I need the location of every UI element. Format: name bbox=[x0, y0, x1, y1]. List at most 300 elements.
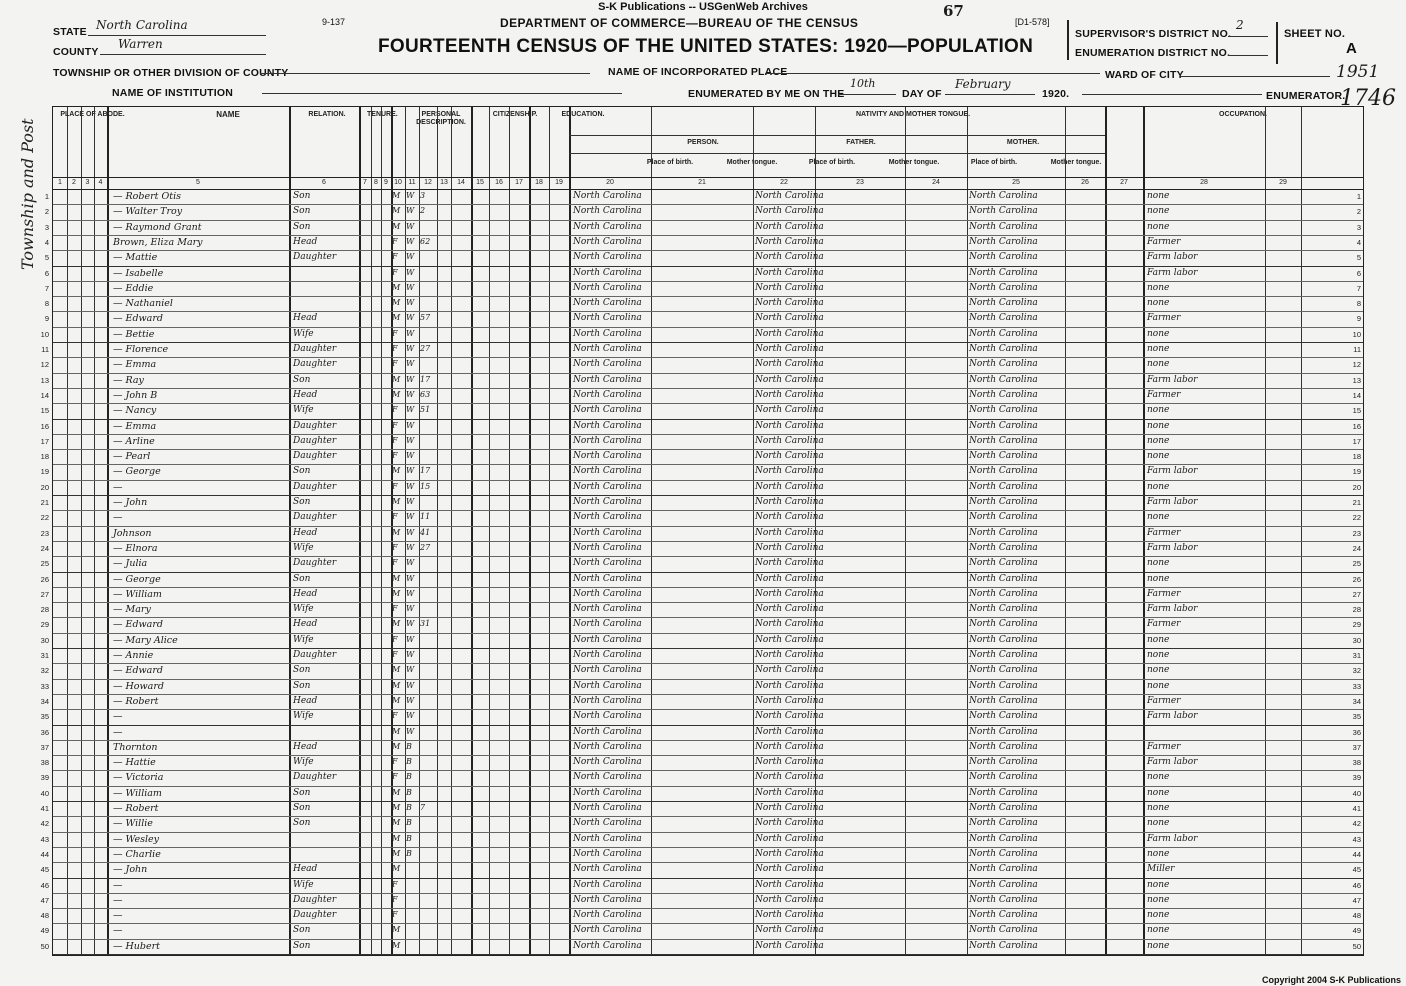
sex-cell: F bbox=[392, 451, 398, 461]
row-number-left: 44 bbox=[40, 849, 49, 859]
person-birthplace: North Carolina bbox=[573, 588, 642, 599]
tenure-header: TENURE. bbox=[367, 111, 398, 118]
row-number-right: 46 bbox=[1352, 880, 1361, 890]
father-birthplace: North Carolina bbox=[755, 925, 824, 936]
occupation-cell: Farm labor bbox=[1147, 497, 1198, 507]
sex-cell: M bbox=[392, 680, 401, 690]
person-name: — John bbox=[113, 497, 148, 508]
column-number: 3 bbox=[85, 179, 90, 186]
person-birthplace: North Carolina bbox=[573, 236, 642, 247]
father-birthplace: North Carolina bbox=[755, 389, 824, 400]
table-row bbox=[40, 373, 1363, 388]
person-name: — William bbox=[113, 588, 162, 600]
race-cell: W bbox=[406, 466, 415, 476]
nativity-subheader-rule bbox=[569, 153, 1105, 154]
person-birthplace: North Carolina bbox=[573, 512, 642, 523]
row-number-left: 21 bbox=[40, 498, 49, 507]
supervisor-line bbox=[1228, 22, 1268, 37]
sex-cell: M bbox=[392, 925, 401, 935]
relation-cell: Daughter bbox=[293, 512, 337, 523]
table-row bbox=[40, 587, 1363, 602]
row-number-right: 17 bbox=[1352, 436, 1361, 446]
sex-cell: M bbox=[392, 726, 401, 736]
person-birthplace: North Carolina bbox=[573, 848, 642, 859]
sex-cell: M bbox=[392, 940, 401, 950]
occupation-cell: none bbox=[1147, 298, 1170, 309]
mother-birthplace: North Carolina bbox=[969, 910, 1038, 921]
relation-cell: Head bbox=[293, 695, 318, 706]
person-birthplace: North Carolina bbox=[573, 910, 642, 921]
race-cell: W bbox=[406, 481, 415, 491]
mother-birthplace: North Carolina bbox=[969, 405, 1038, 416]
sex-cell: M bbox=[392, 206, 401, 216]
age-cell: 3 bbox=[420, 191, 426, 200]
table-row bbox=[44, 296, 1363, 311]
column-number: 10 bbox=[394, 179, 402, 186]
column-number: 20 bbox=[606, 179, 614, 186]
row-number-right: 19 bbox=[1352, 467, 1361, 477]
person-birthplace: North Carolina bbox=[573, 252, 642, 263]
mother-birthplace: North Carolina bbox=[969, 818, 1038, 829]
person-name: — Robert bbox=[113, 695, 159, 707]
occupation-cell: none bbox=[1147, 481, 1170, 492]
row-number-right: 20 bbox=[1352, 482, 1361, 492]
age-cell: 63 bbox=[420, 389, 431, 399]
row-number-right: 48 bbox=[1352, 911, 1361, 921]
relation-cell: Daughter bbox=[293, 558, 337, 569]
person-name: — Mattie bbox=[113, 252, 158, 264]
sex-cell: F bbox=[392, 512, 398, 522]
table-row bbox=[40, 755, 1363, 770]
sex-cell: F bbox=[392, 634, 398, 644]
mother-birthplace: North Carolina bbox=[969, 481, 1038, 492]
row-number-left: 6 bbox=[44, 268, 49, 278]
relation-cell: Son bbox=[293, 665, 311, 676]
year-label: 1920. bbox=[1042, 88, 1070, 100]
occupation-cell: none bbox=[1147, 848, 1170, 859]
margin-number-1: 1951 bbox=[1336, 62, 1380, 82]
relation-cell: Son bbox=[293, 497, 311, 507]
mother-birthplace: North Carolina bbox=[969, 741, 1038, 752]
mother-birthplace: North Carolina bbox=[969, 389, 1038, 400]
sex-cell: M bbox=[392, 787, 401, 797]
relation-cell: Daughter bbox=[293, 894, 337, 905]
row-number-left: 4 bbox=[44, 237, 49, 247]
row-number-left: 15 bbox=[40, 406, 49, 416]
race-cell: W bbox=[406, 405, 415, 415]
person-name: Brown, Eliza Mary bbox=[113, 236, 203, 248]
father-birthplace: North Carolina bbox=[755, 236, 824, 247]
mother-birthplace: North Carolina bbox=[969, 787, 1038, 798]
race-cell: W bbox=[406, 328, 415, 338]
person-birthplace-header: Place of birth. bbox=[646, 159, 694, 166]
race-cell: W bbox=[406, 451, 415, 461]
table-row bbox=[40, 357, 1363, 372]
table-row bbox=[44, 281, 1363, 296]
person-birthplace: North Carolina bbox=[573, 604, 642, 615]
person-birthplace: North Carolina bbox=[573, 711, 642, 722]
occupation-cell: none bbox=[1147, 558, 1170, 569]
occupation-cell: Miller bbox=[1147, 864, 1175, 875]
mother-header: MOTHER. bbox=[1006, 139, 1040, 146]
relation-cell: Son bbox=[293, 680, 311, 691]
father-birthplace: North Carolina bbox=[755, 344, 824, 354]
sex-cell: F bbox=[392, 542, 398, 552]
age-cell: 2 bbox=[420, 206, 426, 216]
person-name: — Florence bbox=[113, 344, 169, 355]
sex-cell: M bbox=[392, 497, 401, 506]
occupation-cell: none bbox=[1147, 221, 1170, 232]
table-row bbox=[40, 648, 1363, 663]
row-number-left: 46 bbox=[40, 880, 49, 890]
occupation-cell: Farm labor bbox=[1147, 757, 1198, 768]
person-name: — Wesley bbox=[113, 833, 160, 845]
occupation-cell: none bbox=[1147, 925, 1170, 936]
occupation-cell: none bbox=[1147, 573, 1170, 584]
person-birthplace: North Carolina bbox=[573, 221, 642, 232]
occupation-cell: none bbox=[1147, 634, 1170, 645]
row-number-left: 1 bbox=[44, 192, 49, 201]
father-birthplace: North Carolina bbox=[755, 252, 824, 263]
sex-cell: F bbox=[392, 604, 398, 614]
father-birthplace: North Carolina bbox=[755, 282, 824, 293]
father-birthplace: North Carolina bbox=[755, 634, 824, 645]
sex-cell: F bbox=[392, 236, 398, 246]
sex-cell: M bbox=[392, 741, 401, 751]
mother-birthplace: North Carolina bbox=[969, 588, 1038, 599]
table-row bbox=[40, 388, 1363, 403]
occupation-cell: none bbox=[1147, 818, 1170, 829]
county-value: Warren bbox=[118, 37, 163, 51]
mother-birthplace: North Carolina bbox=[969, 497, 1038, 507]
column-number: 21 bbox=[698, 179, 706, 186]
person-birthplace: North Carolina bbox=[573, 894, 642, 905]
mother-birthplace: North Carolina bbox=[969, 894, 1038, 905]
occupation-cell: none bbox=[1147, 680, 1170, 691]
person-name: — George bbox=[113, 573, 161, 585]
race-cell: W bbox=[406, 191, 415, 200]
row-number-right: 15 bbox=[1352, 406, 1361, 416]
mother-birthplace: North Carolina bbox=[969, 604, 1038, 615]
mother-tongue-header: Mother tongue. bbox=[1050, 159, 1102, 166]
table-row bbox=[40, 786, 1363, 801]
father-birthplace: North Carolina bbox=[755, 497, 824, 507]
row-number-right: 24 bbox=[1352, 543, 1361, 553]
mother-birthplace: North Carolina bbox=[969, 206, 1038, 217]
father-birthplace: North Carolina bbox=[755, 542, 824, 553]
mother-birthplace: North Carolina bbox=[969, 695, 1038, 706]
person-name: — bbox=[113, 925, 123, 937]
person-birthplace: North Carolina bbox=[573, 680, 642, 691]
mother-birthplace: North Carolina bbox=[969, 558, 1038, 569]
row-number-right: 16 bbox=[1352, 421, 1361, 431]
mother-birthplace: North Carolina bbox=[969, 359, 1038, 370]
person-birthplace: North Carolina bbox=[573, 573, 642, 584]
row-number-left: 34 bbox=[40, 696, 49, 706]
person-name: — bbox=[113, 910, 123, 922]
person-name: — Arline bbox=[113, 435, 155, 447]
occupation-cell: none bbox=[1147, 359, 1170, 370]
row-number-right: 31 bbox=[1352, 651, 1361, 660]
person-birthplace: North Carolina bbox=[573, 803, 642, 813]
table-row bbox=[44, 220, 1363, 235]
sex-cell: F bbox=[392, 650, 398, 659]
sex-cell: F bbox=[392, 910, 398, 920]
person-birthplace: North Carolina bbox=[573, 726, 642, 737]
row-number-left: 28 bbox=[40, 605, 49, 615]
father-header: FATHER. bbox=[846, 139, 876, 146]
person-birthplace: North Carolina bbox=[573, 757, 642, 768]
person-name: Thornton bbox=[113, 741, 158, 753]
relation-cell: Daughter bbox=[293, 435, 337, 446]
father-birthplace: North Carolina bbox=[755, 527, 824, 538]
state-label: STATE bbox=[53, 26, 87, 38]
table-row bbox=[40, 556, 1363, 571]
race-cell: W bbox=[406, 267, 415, 277]
age-cell: 62 bbox=[420, 236, 431, 246]
row-number-left: 32 bbox=[40, 666, 49, 676]
row-number-left: 16 bbox=[40, 421, 49, 431]
father-birthplace-header: Place of birth. bbox=[808, 159, 856, 166]
person-name: — Elnora bbox=[113, 542, 158, 554]
sex-cell: F bbox=[392, 344, 398, 353]
father-birthplace: North Carolina bbox=[755, 864, 824, 875]
person-birthplace: North Carolina bbox=[573, 466, 642, 477]
occupation-cell: none bbox=[1147, 206, 1170, 217]
sex-cell: F bbox=[392, 405, 398, 415]
sex-cell: F bbox=[392, 879, 398, 889]
mother-birthplace: North Carolina bbox=[969, 298, 1038, 309]
person-name: — Robert Otis bbox=[113, 191, 181, 202]
father-birthplace: North Carolina bbox=[755, 298, 824, 309]
row-number-right: 44 bbox=[1352, 849, 1361, 859]
relation-cell: Head bbox=[293, 313, 318, 324]
father-birthplace: North Carolina bbox=[755, 894, 824, 905]
person-name: — Emma bbox=[113, 359, 157, 371]
occupation-cell: none bbox=[1147, 420, 1170, 431]
enumerator-line bbox=[1082, 80, 1262, 95]
table-row bbox=[44, 250, 1363, 265]
father-birthplace: North Carolina bbox=[755, 741, 824, 752]
race-cell: W bbox=[406, 542, 415, 552]
father-birthplace: North Carolina bbox=[755, 221, 824, 232]
mother-birthplace: North Carolina bbox=[969, 879, 1038, 890]
relation-cell: Head bbox=[293, 527, 318, 538]
row-number-left: 7 bbox=[44, 283, 49, 293]
person-name: — bbox=[113, 481, 123, 493]
occupation-cell: Farmer bbox=[1147, 236, 1181, 247]
sex-cell: M bbox=[392, 466, 401, 476]
relation-cell: Head bbox=[293, 236, 318, 247]
row-number-right: 18 bbox=[1352, 452, 1361, 462]
column-number: 13 bbox=[440, 179, 448, 186]
sex-cell: M bbox=[392, 665, 401, 675]
sheet-divider bbox=[1276, 22, 1278, 64]
occupation-header: OCCUPATION. bbox=[1219, 111, 1267, 118]
relation-cell: Son bbox=[293, 374, 311, 385]
mother-birthplace: North Carolina bbox=[969, 191, 1038, 201]
sex-cell: F bbox=[392, 481, 398, 491]
relation-cell: Head bbox=[293, 864, 318, 875]
person-name: — Charlie bbox=[113, 848, 161, 860]
row-number-right: 34 bbox=[1352, 696, 1361, 706]
sex-cell: F bbox=[392, 359, 398, 369]
race-cell: B bbox=[406, 818, 412, 828]
column-number: 7 bbox=[363, 179, 367, 186]
row-number-right: 30 bbox=[1352, 635, 1361, 645]
row-number-right: 38 bbox=[1352, 758, 1361, 768]
row-number-left: 31 bbox=[40, 651, 49, 660]
row-number-right: 40 bbox=[1352, 788, 1361, 798]
row-number-left: 20 bbox=[40, 482, 49, 492]
race-cell: W bbox=[406, 512, 415, 522]
mother-birthplace: North Carolina bbox=[969, 940, 1038, 951]
person-name: — George bbox=[113, 466, 161, 478]
relation-cell: Wife bbox=[293, 757, 314, 768]
mother-birthplace: North Carolina bbox=[969, 711, 1038, 722]
person-name: Johnson bbox=[113, 527, 152, 539]
column-number: 24 bbox=[932, 179, 940, 186]
person-name: — bbox=[113, 512, 123, 524]
person-birthplace: North Carolina bbox=[573, 695, 642, 706]
race-cell: W bbox=[406, 374, 415, 384]
father-birthplace: North Carolina bbox=[755, 757, 824, 768]
mother-birthplace: North Carolina bbox=[969, 665, 1038, 676]
relation-cell: Daughter bbox=[293, 420, 337, 431]
relation-cell: Wife bbox=[293, 634, 314, 645]
row-number-left: 49 bbox=[40, 926, 49, 936]
race-cell: W bbox=[406, 221, 415, 231]
sex-cell: F bbox=[392, 757, 398, 767]
race-cell: W bbox=[406, 650, 415, 659]
person-name: — Annie bbox=[113, 650, 154, 661]
sex-cell: M bbox=[392, 313, 401, 323]
race-cell: B bbox=[406, 787, 412, 797]
relation-cell: Daughter bbox=[293, 359, 337, 370]
day-of-label: DAY OF bbox=[902, 88, 942, 100]
race-cell: W bbox=[406, 695, 415, 705]
occupation-cell: Farmer bbox=[1147, 527, 1181, 538]
row-number-left: 36 bbox=[40, 727, 49, 737]
sex-cell: F bbox=[392, 435, 398, 445]
row-number-right: 35 bbox=[1352, 712, 1361, 722]
row-number-left: 14 bbox=[40, 390, 49, 400]
mother-birthplace: North Carolina bbox=[969, 726, 1038, 737]
form-number: 9-137 bbox=[322, 17, 346, 27]
mother-birthplace: North Carolina bbox=[969, 864, 1038, 875]
person-birthplace: North Carolina bbox=[573, 313, 642, 324]
table-row bbox=[40, 495, 1363, 510]
age-cell: 7 bbox=[420, 803, 426, 812]
mother-birthplace: North Carolina bbox=[969, 680, 1038, 691]
father-birthplace: North Carolina bbox=[755, 451, 824, 462]
relation-cell: Wife bbox=[293, 711, 314, 722]
sex-cell: M bbox=[392, 527, 401, 537]
father-birthplace: North Carolina bbox=[755, 818, 824, 829]
occupation-cell: none bbox=[1147, 787, 1170, 798]
mother-birthplace: North Carolina bbox=[969, 344, 1038, 354]
person-birthplace: North Carolina bbox=[573, 925, 642, 936]
person-birthplace: North Carolina bbox=[573, 389, 642, 400]
column-number: 19 bbox=[555, 179, 563, 186]
table-row bbox=[40, 801, 1363, 816]
occupation-cell: Farmer bbox=[1147, 389, 1181, 400]
column-number: 11 bbox=[408, 179, 416, 186]
sex-cell: M bbox=[392, 298, 401, 308]
person-name: — Eddie bbox=[113, 282, 154, 294]
race-cell: W bbox=[406, 527, 415, 537]
relation-cell: Wife bbox=[293, 879, 314, 890]
row-number-right: 3 bbox=[1356, 222, 1361, 232]
column-number: 25 bbox=[1012, 179, 1020, 186]
occupation-cell: Farm labor bbox=[1147, 542, 1198, 553]
table-row bbox=[40, 617, 1363, 632]
mother-birthplace: North Carolina bbox=[969, 236, 1038, 247]
relation-cell: Daughter bbox=[293, 252, 337, 263]
person-birthplace: North Carolina bbox=[573, 359, 642, 370]
father-birthplace: North Carolina bbox=[755, 772, 824, 783]
person-birthplace: North Carolina bbox=[573, 665, 642, 676]
column-number: 8 bbox=[374, 179, 378, 186]
personal-header: PERSONAL DESCRIPTION. bbox=[416, 111, 466, 126]
relation-cell: Daughter bbox=[293, 910, 337, 921]
column-number-band-top bbox=[53, 177, 1363, 178]
mother-birthplace: North Carolina bbox=[969, 328, 1038, 339]
column-number: 1 bbox=[58, 179, 62, 186]
mother-birthplace: North Carolina bbox=[969, 573, 1038, 584]
enumerator-label: ENUMERATOR. bbox=[1266, 90, 1346, 102]
table-row bbox=[40, 878, 1363, 893]
column-number: 22 bbox=[780, 179, 788, 186]
table-row bbox=[40, 434, 1363, 449]
occupation-cell: Farm labor bbox=[1147, 374, 1198, 385]
page-stamp: 67 bbox=[943, 2, 964, 20]
father-birthplace: North Carolina bbox=[755, 695, 824, 706]
person-birthplace: North Carolina bbox=[573, 650, 642, 660]
table-row bbox=[40, 526, 1363, 541]
relation-cell: Daughter bbox=[293, 772, 337, 783]
relation-cell: Head bbox=[293, 389, 318, 400]
row-number-right: 37 bbox=[1352, 742, 1361, 752]
sex-cell: M bbox=[392, 864, 401, 874]
row-number-left: 38 bbox=[40, 758, 49, 768]
person-birthplace: North Carolina bbox=[573, 818, 642, 829]
row-number-left: 37 bbox=[40, 742, 49, 752]
row-number-right: 41 bbox=[1352, 804, 1361, 813]
relation-cell: Head bbox=[293, 741, 318, 752]
person-name: — bbox=[113, 711, 123, 723]
person-name: — John bbox=[113, 864, 148, 876]
ward-line bbox=[1180, 62, 1330, 77]
race-cell: B bbox=[406, 772, 412, 782]
sex-cell: M bbox=[392, 588, 401, 598]
occupation-cell: Farmer bbox=[1147, 313, 1181, 324]
race-cell: W bbox=[406, 634, 415, 644]
row-number-left: 19 bbox=[40, 467, 49, 477]
person-tongue-header: Mother tongue. bbox=[726, 159, 778, 166]
person-birthplace: North Carolina bbox=[573, 634, 642, 645]
mother-birthplace: North Carolina bbox=[969, 833, 1038, 844]
table-row bbox=[44, 266, 1363, 281]
mother-birthplace-header: Place of birth. bbox=[970, 159, 1018, 166]
relation-cell: Wife bbox=[293, 405, 314, 416]
row-number-right: 22 bbox=[1352, 513, 1361, 523]
relation-cell: Son bbox=[293, 787, 311, 798]
table-row bbox=[40, 679, 1363, 694]
person-name: — bbox=[113, 726, 123, 738]
person-birthplace: North Carolina bbox=[573, 787, 642, 798]
table-row bbox=[40, 480, 1363, 495]
